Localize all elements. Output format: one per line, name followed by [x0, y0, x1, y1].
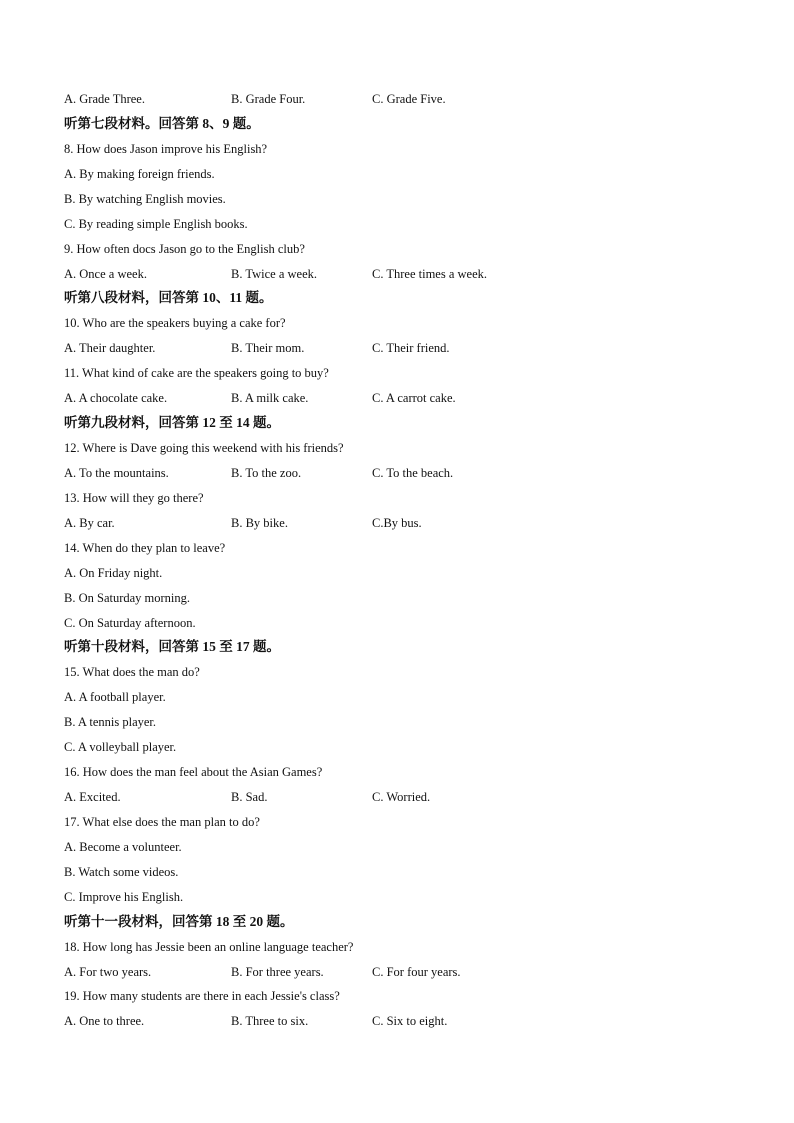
option-a: A. To the mountains.	[64, 465, 169, 480]
question-line: C. Improve his English.	[64, 889, 184, 904]
question-line: 15. What does the man do?	[64, 665, 200, 680]
option-row	[64, 340, 704, 356]
question-line: A. On Friday night.	[64, 565, 163, 580]
option-row	[64, 266, 704, 282]
option-c: C. To the beach.	[372, 465, 454, 480]
option-row	[64, 465, 704, 481]
option-c: C. For four years.	[372, 964, 461, 979]
question-line: A. By making foreign friends.	[64, 166, 215, 181]
option-row	[64, 91, 704, 107]
section-header: 听第十段材料，回答第 15 至 17 题。	[64, 639, 280, 655]
option-c: C. Six to eight.	[372, 1014, 448, 1029]
question-line: 17. What else does the man plan to do?	[64, 814, 260, 829]
option-b: B. Their mom.	[231, 341, 305, 356]
option-c: C. Their friend.	[372, 341, 450, 356]
question-line: 12. Where is Dave going this weekend with his friends?	[64, 441, 344, 456]
question-line: B. On Saturday morning.	[64, 590, 191, 605]
option-c: C. Grade Five.	[372, 92, 446, 106]
option-row	[64, 390, 704, 406]
question-line: C. On Saturday afternoon.	[64, 615, 196, 630]
section-header: 听第七段材料。回答第 8、9 题。	[64, 115, 260, 131]
question-line: 14. When do they plan to leave?	[64, 540, 226, 555]
question-line: 16. How does the man feel about the Asian Games?	[64, 765, 323, 780]
option-a: A. A chocolate cake.	[64, 391, 168, 406]
option-b: B. Sad.	[231, 790, 268, 805]
option-b: B. Three to six.	[231, 1014, 309, 1029]
option-c: C.By bus.	[372, 515, 422, 530]
option-a: A. Once a week.	[64, 266, 147, 281]
question-line: C. A volleyball player.	[64, 740, 177, 755]
question-line: C. By reading simple English books.	[64, 216, 248, 231]
section-header: 听第十一段材料，回答第 18 至 20 题。	[64, 913, 294, 929]
option-a: A. Their daughter.	[64, 341, 156, 356]
option-a: A. For two years.	[64, 964, 152, 979]
option-row	[64, 1013, 704, 1029]
question-line: B. By watching English movies.	[64, 191, 226, 206]
question-line: B. A tennis player.	[64, 715, 157, 730]
option-row	[64, 964, 704, 980]
option-c: C. Worried.	[372, 790, 431, 805]
question-line: 19. How many students are there in each Jessie's class?	[64, 989, 340, 1004]
option-b: B. A milk cake.	[231, 391, 309, 406]
question-line: B. Watch some videos.	[64, 864, 179, 879]
option-b: B. For three years.	[231, 964, 324, 979]
section-header: 听第九段材料，回答第 12 至 14 题。	[64, 415, 280, 431]
option-row	[64, 789, 704, 805]
question-line: A. A football player.	[64, 690, 166, 705]
option-b: B. Grade Four.	[231, 92, 306, 106]
option-a: A. Grade Three.	[64, 92, 145, 106]
question-line: A. Become a volunteer.	[64, 839, 182, 854]
option-a: A. By car.	[64, 515, 115, 530]
option-a: A. Excited.	[64, 790, 121, 805]
question-line: 13. How will they go there?	[64, 490, 204, 505]
option-b: B. To the zoo.	[231, 465, 302, 480]
option-c: C. A carrot cake.	[372, 391, 456, 406]
option-b: B. By bike.	[231, 515, 288, 530]
question-line: 18. How long has Jessie been an online language teacher?	[64, 939, 354, 954]
question-line: 10. Who are the speakers buying a cake for?	[64, 316, 286, 331]
question-line: 9. How often docs Jason go to the English club?	[64, 241, 305, 256]
option-c: C. Three times a week.	[372, 266, 488, 281]
question-line: 11. What kind of cake are the speakers going to buy?	[64, 366, 329, 381]
section-header: 听第八段材料，回答第 10、11 题。	[64, 290, 273, 306]
option-a: A. One to three.	[64, 1014, 145, 1029]
option-row	[64, 515, 704, 531]
question-line: 8. How does Jason improve his English?	[64, 141, 268, 156]
option-b: B. Twice a week.	[231, 266, 318, 281]
